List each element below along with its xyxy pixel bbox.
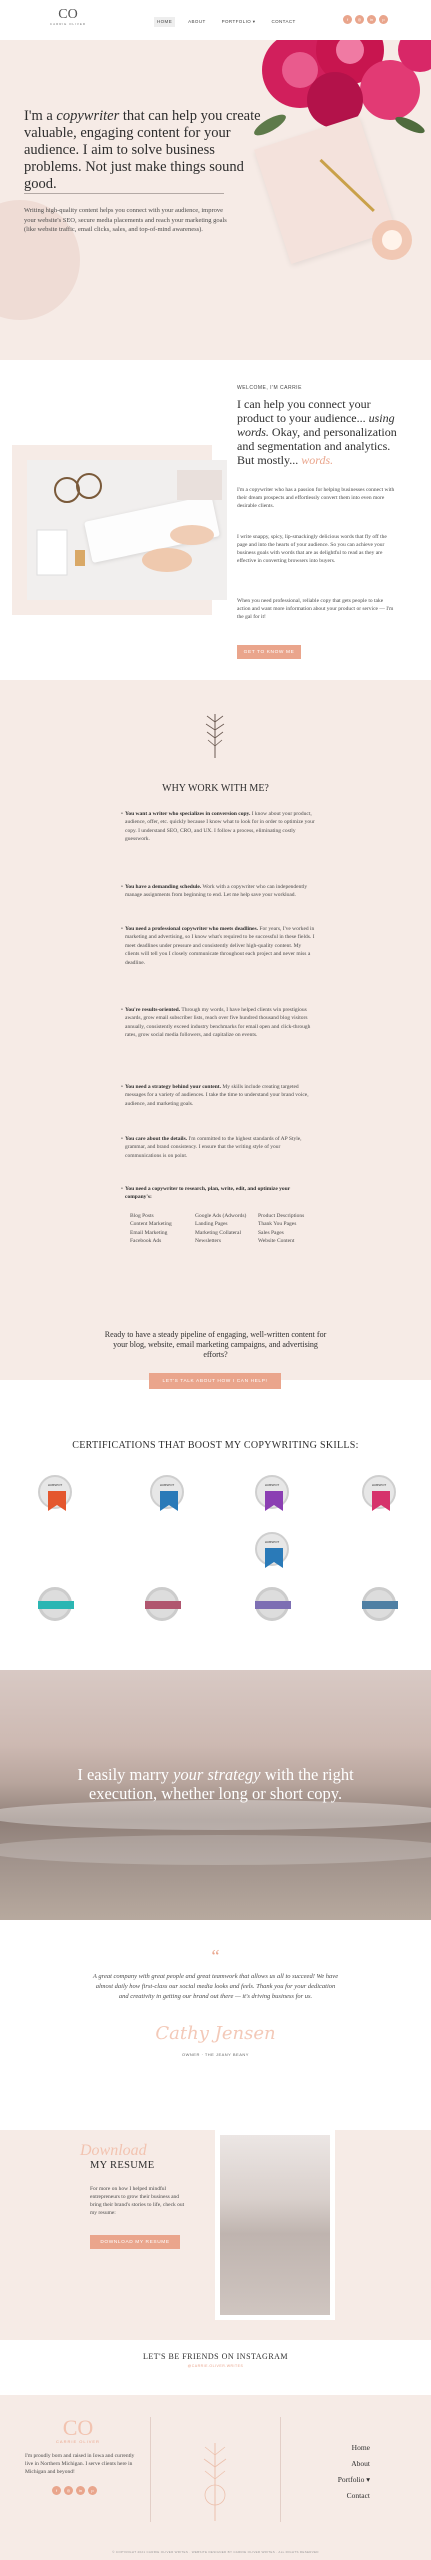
certifications-section: [0, 1380, 431, 1670]
welcome-paragraph-2: I write snappy, spicy, lip-smackingly delicious words that fly off the page and into the hearts of your audience. So you can achieve your business goals with words that are as delightful to read as they are effective in converting browsers into buyers.: [237, 534, 387, 564]
badge-label: HUBSPOT: [371, 1483, 387, 1487]
quote-icon: “: [211, 1946, 220, 1966]
service-item: Facebook Ads: [130, 1238, 162, 1245]
welcome-section: [0, 360, 431, 680]
logo-name: CARRIE OLIVER: [49, 22, 87, 26]
site-logo[interactable]: [48, 8, 88, 26]
resume-title: MY RESUME: [90, 2160, 155, 2171]
service-item: Website Content: [258, 1238, 295, 1245]
lets-talk-button[interactable]: LET'S TALK ABOUT HOW I CAN HELP!: [149, 1373, 281, 1389]
instagram-section: [0, 2340, 431, 2395]
badge-label: HUBSPOT: [264, 1483, 280, 1487]
welcome-paragraph-1: I'm a copywriter who has a passion for helping businesses connect with their dream prospects and effortlessly convert them into even more desirable clients.: [237, 487, 395, 509]
candle-image: [372, 220, 412, 260]
certifications-title: CERTIFICATIONS THAT BOOST MY COPYWRITING SKILLS:: [72, 1440, 359, 1451]
sprig-icon: [198, 710, 232, 760]
main-nav: [154, 17, 299, 27]
footer-nav-portfolio[interactable]: Portfolio ▾: [337, 2475, 370, 2484]
resume-script-heading: Download: [80, 2142, 147, 2159]
services-list-3: [258, 1212, 316, 1246]
footer-emblem-icon: [190, 2435, 240, 2525]
why-cta-text: Ready to have a steady pipeline of engaging, well-written content for your blog, website, email marketing campaigns, and advertising efforts?: [104, 1330, 327, 1359]
badge-ribbon-icon: [265, 1491, 283, 1511]
badge-ribbon-icon: [160, 1491, 178, 1511]
resume-photo: [215, 2130, 335, 2320]
service-item: Blog Posts: [130, 1213, 154, 1219]
testimonial-signature: Cathy Jensen: [155, 2023, 276, 2044]
instagram-icon[interactable]: ◎: [64, 2486, 73, 2495]
testimonial-quote: A great company with great people and great teamwork that allows us all to succeed! We have almost daily how first-class our social media looks and feels. Thank you for your dedication and creativity in getting our brand out there — it's driving business for us.: [92, 1973, 339, 2000]
service-item: Content Marketing: [130, 1221, 172, 1228]
why-title: WHY WORK WITH ME?: [162, 783, 269, 794]
footer-nav-home[interactable]: Home: [351, 2443, 370, 2452]
service-item: Landing Pages: [195, 1221, 228, 1228]
instagram-title: LET'S BE FRIENDS ON INSTAGRAM: [142, 2352, 289, 2361]
site-header: [0, 0, 431, 40]
service-item: Google Ads (Adwords): [195, 1213, 247, 1219]
footer-logo[interactable]: [43, 2417, 113, 2444]
resume-section: [0, 2130, 431, 2340]
certification-badge: [362, 1475, 396, 1509]
footer-divider: [150, 2417, 151, 2522]
badge-band: [362, 1601, 398, 1609]
certification-badge: [255, 1587, 289, 1621]
pinterest-icon[interactable]: p: [379, 15, 388, 24]
footer-monogram: CO: [62, 2415, 94, 2440]
nav-about[interactable]: ABOUT: [188, 19, 206, 24]
footer-social: [52, 2486, 97, 2495]
pinterest-icon[interactable]: p: [88, 2486, 97, 2495]
footer-brand-name: CARRIE OLIVER: [56, 2439, 100, 2444]
testimonial-section: [0, 1920, 431, 2130]
welcome-paragraph-3: When you need professional, reliable copy that gets people to take action and want more information about your product or service — I'm the gal for it!: [237, 598, 394, 620]
beach-banner: [0, 1670, 431, 1920]
footer-about-text: I'm proudly born and raised in Iowa and currently live in Northern Michigan. I serve clients here in Michigan and beyond!: [25, 2453, 135, 2475]
copyright-text: © COPYRIGHT 2021 CARRIE OLIVER WRITES · WEBSITE DESIGNED BY CARRIE OLIVER WRITES · ALL RIGHTS RESERVED: [112, 2550, 319, 2554]
get-to-know-me-button[interactable]: GET TO KNOW ME: [237, 645, 301, 659]
why-section: [0, 680, 431, 1380]
service-item: Marketing Collateral: [195, 1229, 241, 1236]
badge-band: [38, 1601, 74, 1609]
hero-body-text: Writing high-quality content helps you connect with your audience, improve your website's SEO, secure media placements and reach your marketing goals (like website traffic, email clicks, sales, and top-of-mind awareness).: [24, 207, 227, 233]
certification-badge: [362, 1587, 396, 1621]
service-item: Product Descriptions: [258, 1213, 305, 1219]
nav-portfolio[interactable]: PORTFOLIO ▾: [221, 19, 256, 24]
certification-badge: [255, 1475, 289, 1509]
linkedin-icon[interactable]: in: [367, 15, 376, 24]
why-item: • You have a demanding schedule. Work with a copywriter who can independently manage assignments from beginning to end. Let me help save your workload.: [121, 884, 308, 899]
badge-label: HUBSPOT: [47, 1483, 63, 1487]
services-list-2: [195, 1212, 255, 1246]
why-item: • You're results-oriented. Through my words, I have helped clients win prestigious awards, grow email subscriber lists, reach over five hundred thousand blog visitors annually, consistently exceed industry benchmarks for email open and click-through rates, grow social media followers, and capitalize on events.: [121, 1007, 311, 1039]
why-item: • You need a strategy behind your content. My skills include creating targeted messages for a variety of audiences. I take the time to understand your brand voice, audience, and marketing goals.: [121, 1084, 309, 1107]
hero-divider: [24, 193, 224, 194]
service-item: Thank You Pages: [258, 1221, 297, 1228]
header-social: [343, 15, 388, 24]
services-list-1: [130, 1212, 188, 1246]
badge-ribbon-icon: [265, 1548, 283, 1568]
download-resume-button[interactable]: DOWNLOAD MY RESUME: [90, 2235, 180, 2249]
footer-nav-contact[interactable]: Contact: [346, 2491, 370, 2500]
beach-tagline: I easily marry your strategy with the right execution, whether long or short copy.: [77, 1765, 354, 1803]
why-item: • You want a writer who specializes in conversion copy. I know about your product, audience, offer, etc. quickly because I know what to look for in order to optimize your copy. I understand SEO, CRO, and UX. I follow a process, eliminating costly guesswork.: [121, 811, 315, 843]
certification-badge: [150, 1475, 184, 1509]
badge-ribbon-icon: [372, 1491, 390, 1511]
linkedin-icon[interactable]: in: [76, 2486, 85, 2495]
facebook-icon[interactable]: f: [52, 2486, 61, 2495]
why-item: • You need a copywriter to research, plan, write, edit, and optimize your company's:: [121, 1186, 291, 1201]
hero-headline: I'm a copywriter that can help you create valuable, engaging content for your audience. I aim to solve business problems. Not just make things sound good.: [24, 108, 261, 192]
instagram-icon[interactable]: ◎: [355, 15, 364, 24]
welcome-kicker: WELCOME, I'M CARRIE: [237, 385, 302, 391]
certification-badge: [145, 1587, 179, 1621]
badge-label: HUBSPOT: [159, 1483, 175, 1487]
facebook-icon[interactable]: f: [343, 15, 352, 24]
footer-divider: [280, 2417, 281, 2522]
badge-ribbon-icon: [48, 1491, 66, 1511]
testimonial-role: OWNER · THE JEANY BEANY: [182, 2052, 249, 2057]
footer-nav-about[interactable]: About: [351, 2459, 370, 2468]
certification-badge: [255, 1532, 289, 1566]
footer-nav: [300, 2440, 370, 2504]
service-item: Newsletters: [195, 1238, 221, 1245]
desk-keyboard-image: [27, 460, 227, 600]
certification-badge: [38, 1475, 72, 1509]
why-item: • You need a professional copywriter who meets deadlines. For years, I've worked in marketing and advertising, so I know what's required to be successful in these fields. I meet deadlines under pressure and consistently deliver high-quality content. My clients will tell you I closely communicate throughout each project and never miss a deadline.: [121, 926, 315, 966]
site-footer: [0, 2395, 431, 2560]
service-item: Sales Pages: [258, 1229, 284, 1236]
why-item: • You care about the details. I'm committed to the highest standards of AP Style, grammar, and brand consistency. I ensure that the writing style of your communications is on point.: [121, 1136, 302, 1159]
nav-home[interactable]: HOME: [154, 17, 175, 27]
badge-band: [255, 1601, 291, 1609]
nav-contact[interactable]: CONTACT: [271, 19, 296, 24]
badge-band: [145, 1601, 181, 1609]
logo-monogram: CO: [58, 7, 78, 22]
service-item: Email Marketing: [130, 1229, 168, 1236]
certification-badge: [38, 1587, 72, 1621]
badge-label: HUBSPOT: [264, 1540, 280, 1544]
resume-body: For more on how I helped mindful entrepreneurs to grow their business and bring their brand's stories to life, check out my resume:: [90, 2186, 185, 2216]
welcome-headline: I can help you connect your product to your audience... using words. Okay, and personalization and segmentation and analytics. But mostly... words.: [237, 397, 397, 467]
hero-section: [0, 40, 431, 360]
instagram-handle[interactable]: @CARRIE.OLIVER.WRITES: [187, 2364, 244, 2368]
